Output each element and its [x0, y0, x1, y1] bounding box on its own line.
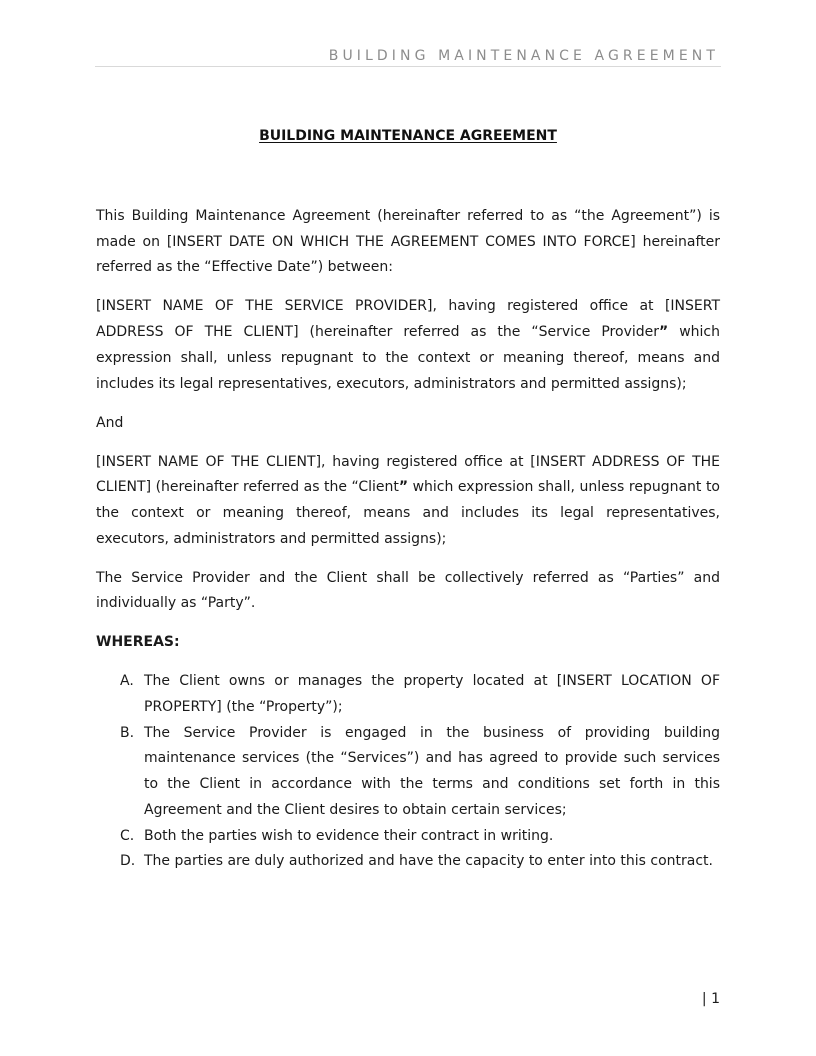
recital-marker: D. [120, 853, 136, 870]
recital-text: The parties are duly authorized and have the capacity to enter into this contract. [144, 853, 713, 870]
document-body [96, 204, 720, 875]
recital-text: The Service Provider is engaged in the business of providing building maintenance services (the “Services”) and has agreed to provide such services to the Client in accordance with the terms and conditions set forth in this Agreement and the Client desires to obtain certain services; [144, 724, 720, 818]
client-text-end: which expression shall, unless repugnant to the context or meaning thereof, means and includes its legal representatives, executors, administrators and permitted assigns); [96, 479, 720, 547]
page-header [95, 46, 721, 67]
whereas-heading: WHEREAS: [96, 634, 180, 651]
document-title: BUILDING MAINTENANCE AGREEMENT [259, 128, 557, 144]
recital-item [96, 824, 720, 850]
service-provider-paragraph [96, 294, 720, 397]
service-provider-text-end: which expression shall, unless repugnant to the context or meaning thereof, means and includes its legal representatives, executors, administrators and permitted assigns); [96, 324, 720, 392]
recitals-list [96, 669, 720, 875]
service-provider-closing-quote: ” [659, 324, 669, 341]
recital-marker: A. [120, 673, 134, 690]
recital-item [96, 721, 720, 824]
intro-paragraph: This Building Maintenance Agreement (hereinafter referred to as “the Agreement”) is made on [INSERT DATE ON WHICH THE AGREEMENT COMES INTO FORCE] hereinafter referred as the “Effective Date”) between: [96, 208, 720, 276]
recital-marker: C. [120, 827, 135, 844]
client-text-start: [INSERT NAME OF THE CLIENT], having registered office at [INSERT ADDRESS OF THE CLIENT] (hereinafter referred as the “Client [96, 453, 720, 496]
recital-item [96, 849, 720, 875]
running-header-title: BUILDING MAINTENANCE AGREEMENT [328, 48, 719, 64]
recital-marker: B. [120, 724, 135, 741]
service-provider-text-start: [INSERT NAME OF THE SERVICE PROVIDER], having registered office at [INSERT ADDRESS OF THE CLIENT] (hereinafter referred as the “Service Provider [96, 298, 720, 341]
conjunction-and: And [96, 414, 124, 431]
recital-text: Both the parties wish to evidence their contract in writing. [144, 827, 554, 844]
client-closing-quote: ” [398, 479, 409, 496]
page-number: | 1 [701, 991, 720, 1007]
recital-text: The Client owns or manages the property located at [INSERT LOCATION OF PROPERTY] (the “Property”); [144, 673, 720, 716]
recital-item [96, 669, 720, 720]
client-paragraph [96, 450, 720, 553]
parties-paragraph: The Service Provider and the Client shall be collectively referred as “Parties” and individually as “Party”. [96, 569, 720, 612]
